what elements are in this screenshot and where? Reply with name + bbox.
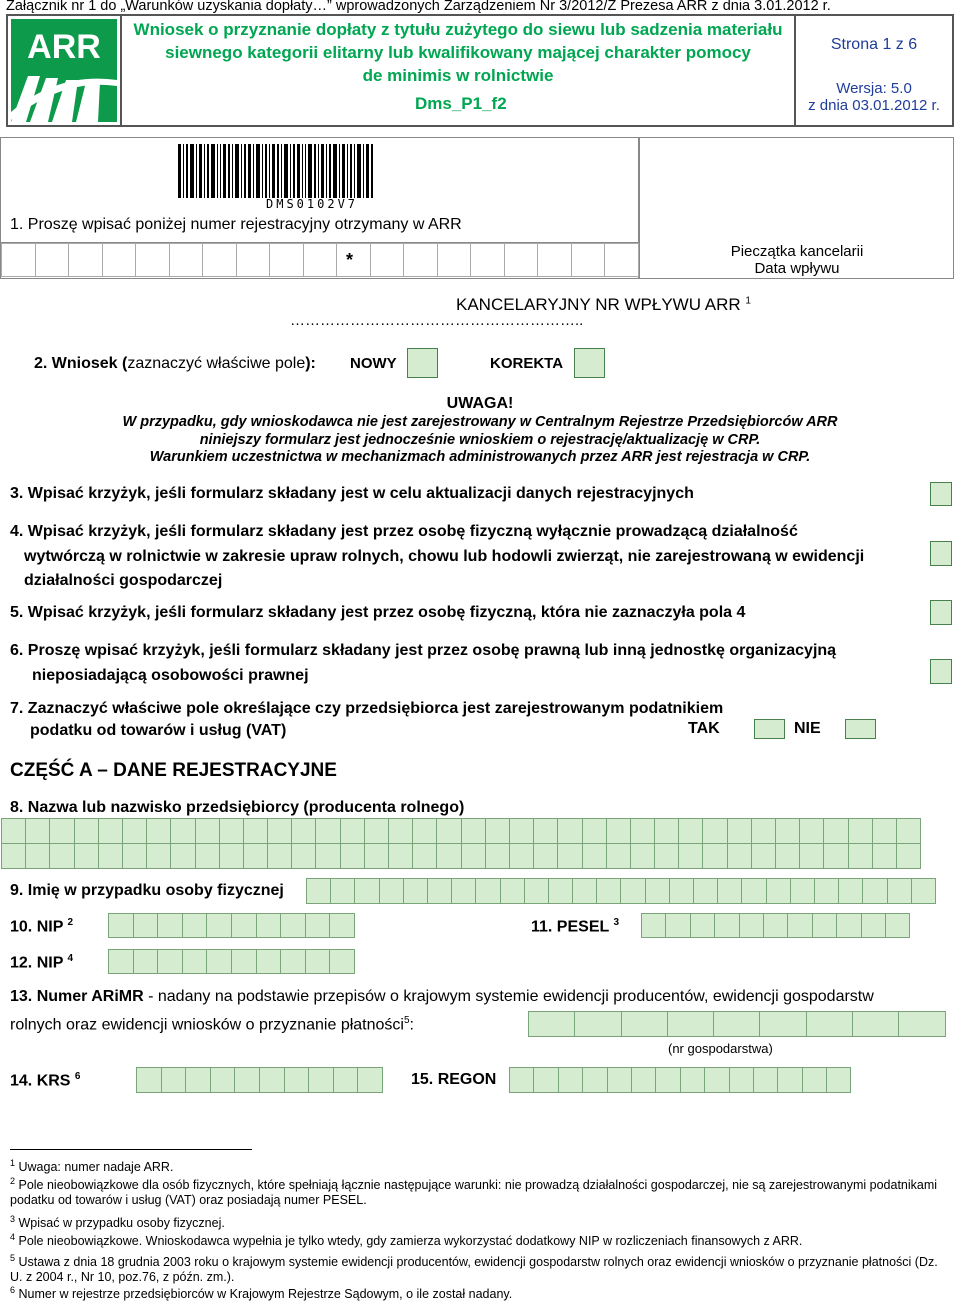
input-cell[interactable] — [806, 1011, 853, 1037]
input-cell[interactable] — [887, 878, 912, 904]
input-cell[interactable] — [315, 843, 340, 869]
input-cell[interactable] — [236, 243, 271, 277]
q6-label: 6. Proszę wpisać krzyżyk, jeśli formularz składany jest przez osobę prawną lub inną jednostkę organizacyjną nieposiadającą osobowości prawnej — [10, 642, 837, 684]
q6-checkbox[interactable] — [930, 659, 952, 684]
name-cells-row1[interactable] — [1, 818, 920, 844]
input-cell[interactable] — [370, 243, 405, 277]
q12-label: 12. NIP $^4$ — [10, 953, 74, 972]
input-cell[interactable] — [231, 913, 257, 938]
input-cell[interactable] — [329, 913, 355, 938]
vat-yes-label: TAK — [688, 720, 720, 737]
warning-title: UWAGA! — [446, 395, 514, 412]
input-cell[interactable] — [775, 818, 800, 844]
version: Wersja: 5.0 — [836, 80, 912, 97]
input-cell[interactable] — [135, 243, 170, 277]
footnote-number: 3 — [10, 1214, 16, 1224]
input-cell[interactable] — [336, 243, 371, 277]
input-cell[interactable] — [267, 818, 292, 844]
input-cell[interactable] — [280, 949, 306, 974]
input-cell[interactable] — [485, 818, 510, 844]
input-cell[interactable] — [305, 913, 331, 938]
input-cell[interactable] — [641, 913, 666, 938]
input-cell[interactable] — [308, 1067, 334, 1093]
input-cell[interactable] — [49, 843, 74, 869]
input-cell[interactable] — [537, 243, 572, 277]
arr-logo — [8, 16, 120, 125]
input-cell[interactable] — [195, 818, 220, 844]
input-cell[interactable] — [305, 949, 331, 974]
input-cell[interactable] — [852, 1011, 899, 1037]
q5-label: 5. Wpisać krzyżyk, jeśli formularz składany jest przez osobę fizyczną, która nie zaznaczyła pola 4 — [10, 604, 746, 621]
input-cell[interactable] — [108, 949, 134, 974]
footnote-1 — [10, 1156, 945, 1175]
input-cell[interactable] — [654, 843, 679, 869]
input-cell[interactable] — [182, 949, 208, 974]
input-cell[interactable] — [739, 913, 764, 938]
input-cell[interactable] — [256, 913, 282, 938]
footnote-number: 1 — [10, 1158, 16, 1168]
input-cell[interactable] — [68, 243, 103, 277]
input-cell[interactable] — [202, 243, 237, 277]
input-cell[interactable] — [25, 843, 50, 869]
input-cell[interactable] — [74, 843, 99, 869]
q15-label: 15. REGON — [411, 1071, 497, 1088]
input-cell[interactable] — [403, 243, 438, 277]
input-cell[interactable] — [572, 878, 597, 904]
input-cell[interactable] — [702, 843, 727, 869]
pesel-cells[interactable] — [641, 913, 909, 938]
input-cell[interactable] — [98, 843, 123, 869]
warning-text: W przypadku, gdy wnioskodawca nie jest zarejestrowany w Centralnym Rejestrze Przedsiębiorców ARR niniejszy formularz jest jednocześnie wnioskiem o rejestrację/aktualizację w CRP. Warunkiem uczestnictwa w mechanizmach administrowanych przez ARR jest rejestracja w CRP. — [122, 414, 838, 465]
footnote-6 — [10, 1283, 945, 1302]
q1-label: 1. Proszę wpisać poniżej numer rejestracyjny otrzymany w ARR — [10, 216, 462, 233]
input-cell[interactable] — [898, 1011, 945, 1037]
input-cell[interactable] — [606, 818, 631, 844]
input-cell[interactable] — [631, 1067, 656, 1093]
q8-label: 8. Nazwa lub nazwisko przedsiębiorcy (producenta rolnego) — [10, 799, 465, 816]
footnote-text: Ustawa z dnia 18 grudnia 2003 roku o krajowym systemie ewidencji producentów, ewidencji gospodarstw rolnych oraz ewidencji wniosków o przyznanie płatności (Dz. U. z 2004 r., Nr 10, poz.76, z późn. zm.). — [10, 1255, 938, 1285]
input-cell[interactable] — [680, 1067, 705, 1093]
input-cell[interactable] — [436, 843, 461, 869]
input-cell[interactable] — [665, 913, 690, 938]
input-cell[interactable] — [630, 818, 655, 844]
regon-cells[interactable] — [509, 1067, 850, 1093]
input-cell[interactable] — [790, 878, 815, 904]
input-cell[interactable] — [161, 1067, 187, 1093]
input-cell[interactable] — [108, 913, 134, 938]
input-cell[interactable] — [74, 818, 99, 844]
q11-label: 11. PESEL $^3$ — [531, 917, 619, 936]
input-cell[interactable] — [678, 818, 703, 844]
input-cell[interactable] — [470, 243, 505, 277]
input-cell[interactable] — [35, 243, 70, 277]
input-cell[interactable] — [799, 843, 824, 869]
input-cell[interactable] — [170, 818, 195, 844]
input-cell[interactable] — [582, 1067, 607, 1093]
input-cell[interactable] — [195, 843, 220, 869]
input-cell[interactable] — [604, 243, 639, 277]
input-cell[interactable] — [669, 878, 694, 904]
input-cell[interactable] — [403, 878, 428, 904]
arimr-number-cells[interactable] — [528, 1011, 945, 1037]
correction-label: KOREKTA — [490, 355, 564, 372]
input-cell[interactable] — [678, 843, 703, 869]
input-cell[interactable] — [388, 843, 413, 869]
input-cell[interactable] — [872, 843, 897, 869]
footnote-text: Uwaga: numer nadaje ARR. — [15, 1160, 174, 1175]
asterisk: * — [346, 250, 354, 270]
input-cell[interactable] — [256, 949, 282, 974]
input-cell[interactable] — [412, 843, 437, 869]
q9-label: 9. Imię w przypadku osoby fizycznej — [10, 882, 284, 899]
input-cell[interactable] — [306, 878, 331, 904]
input-cell[interactable] — [98, 818, 123, 844]
input-cell[interactable] — [872, 818, 897, 844]
input-cell[interactable] — [379, 878, 404, 904]
input-cell[interactable] — [557, 818, 582, 844]
input-cell[interactable] — [596, 878, 621, 904]
input-cell[interactable] — [437, 243, 472, 277]
input-cell[interactable] — [284, 1067, 310, 1093]
input-cell[interactable] — [814, 878, 839, 904]
input-cell[interactable] — [548, 878, 573, 904]
input-cell[interactable] — [753, 1067, 778, 1093]
nip-cells[interactable] — [108, 913, 354, 938]
input-cell[interactable] — [729, 1067, 754, 1093]
input-cell[interactable] — [714, 913, 739, 938]
input-cell[interactable] — [557, 843, 582, 869]
input-cell[interactable] — [169, 243, 204, 277]
input-cell[interactable] — [620, 878, 645, 904]
input-cell[interactable] — [340, 843, 365, 869]
input-cell[interactable] — [763, 913, 788, 938]
input-cell[interactable] — [702, 818, 727, 844]
footnote-text: Pole nieobowiązkowe dla osób fizycznych, które spełniają łącznie następujące warunki: nie prowadzą działalności gospodarczej, nie są zarejestrowanymi podatnikami podatku od towarów i usług (VAT) oraz posiadają numer PESEL. — [10, 1178, 938, 1208]
input-cell[interactable] — [157, 913, 183, 938]
vat-yes-checkbox[interactable] — [754, 719, 785, 739]
q14-label: 14. KRS $^6$ — [10, 1071, 81, 1090]
section-a-heading: CZĘŚĆ A – DANE REJESTRACYJNE — [10, 760, 337, 781]
input-cell[interactable] — [49, 818, 74, 844]
footnote-number: 5 — [10, 1253, 16, 1263]
input-cell[interactable] — [231, 949, 257, 974]
input-cell[interactable] — [751, 843, 776, 869]
input-cell[interactable] — [823, 843, 848, 869]
input-cell[interactable] — [606, 843, 631, 869]
input-cell[interactable] — [704, 1067, 729, 1093]
input-cell[interactable] — [509, 818, 534, 844]
input-cell[interactable] — [243, 843, 268, 869]
input-cell[interactable] — [823, 818, 848, 844]
input-cell[interactable] — [122, 843, 147, 869]
input-cell[interactable] — [102, 243, 137, 277]
arimr-caption: (nr gospodarstwa) — [668, 1041, 773, 1056]
input-cell[interactable] — [234, 1067, 260, 1093]
input-cell[interactable] — [582, 843, 607, 869]
input-cell[interactable] — [210, 1067, 236, 1093]
correction-checkbox[interactable] — [574, 348, 605, 378]
input-cell[interactable] — [836, 913, 861, 938]
name-cells-row2[interactable] — [1, 843, 920, 869]
input-cell[interactable] — [862, 878, 887, 904]
footnote-3 — [10, 1212, 945, 1231]
q13-label-line2: rolnych oraz ewidencji wniosków o przyznanie płatności$^5$: — [10, 1015, 414, 1034]
input-cell[interactable] — [427, 878, 452, 904]
form-title: Wniosek o przyznanie dopłaty z tytułu zużytego do siewu lub sadzenia materiału siewnego kategorii elitarny lub kwalifikowany mającej charakter pomocy de minimis w rolnictwie — [133, 20, 783, 85]
input-cell[interactable] — [802, 1067, 827, 1093]
input-cell[interactable] — [799, 818, 824, 844]
footnote-number: 2 — [10, 1176, 16, 1186]
input-cell[interactable] — [655, 1067, 680, 1093]
input-cell[interactable] — [812, 913, 837, 938]
input-cell[interactable] — [741, 878, 766, 904]
version-date: z dnia 03.01.2012 r. — [808, 97, 940, 114]
input-cell[interactable] — [717, 878, 742, 904]
input-cell[interactable] — [727, 818, 752, 844]
incoming-number-dots: ………………………………………………….. — [290, 312, 584, 329]
page-number: Strona 1 z 6 — [830, 36, 918, 53]
input-cell[interactable] — [340, 818, 365, 844]
incoming-number-label: KANCELARYJNY NR WPŁYWU ARR $^1$ — [456, 295, 751, 314]
q3-checkbox[interactable] — [930, 482, 952, 506]
q5-checkbox[interactable] — [930, 600, 952, 625]
input-cell[interactable] — [330, 878, 355, 904]
q13-label: 13. Numer ARiMR - nadany na podstawie przepisów o krajowym systemie ewidencji producentów, ewidencji gospodarstw — [10, 988, 874, 1005]
input-cell[interactable] — [329, 949, 355, 974]
footnote-text: Pole nieobowiązkowe. Wnioskodawca wypełnia je tylko wtedy, gdy zamierza wykorzystać dodatkowy NIP w rozliczeniach finansowych z ARR. — [15, 1234, 803, 1249]
input-cell[interactable] — [500, 878, 525, 904]
input-cell[interactable] — [838, 878, 863, 904]
barcode-text: DMS0102V7 — [266, 197, 359, 211]
input-cell[interactable] — [524, 878, 549, 904]
input-cell[interactable] — [630, 843, 655, 869]
input-cell[interactable] — [436, 818, 461, 844]
input-cell[interactable] — [280, 913, 306, 938]
input-cell[interactable] — [667, 1011, 714, 1037]
footnote-5 — [10, 1251, 945, 1285]
input-cell[interactable] — [259, 1067, 285, 1093]
input-cell[interactable] — [911, 878, 936, 904]
input-cell[interactable] — [861, 913, 886, 938]
footnote-4 — [10, 1230, 945, 1249]
input-cell[interactable] — [25, 818, 50, 844]
input-cell[interactable] — [243, 818, 268, 844]
input-cell[interactable] — [291, 843, 316, 869]
vat-no-checkbox[interactable] — [845, 719, 876, 739]
input-cell[interactable] — [122, 818, 147, 844]
input-cell[interactable] — [607, 1067, 632, 1093]
input-cell[interactable] — [291, 818, 316, 844]
q3-label: 3. Wpisać krzyżyk, jeśli formularz składany jest w celu aktualizacji danych rejestracyjnych — [10, 485, 694, 502]
input-cell[interactable] — [182, 913, 208, 938]
input-cell[interactable] — [364, 818, 389, 844]
input-cell[interactable] — [461, 843, 486, 869]
q4-label: 4. Wpisać krzyżyk, jeśli formularz składany jest przez osobę fizyczną wyłącznie prowadzącą działalność wytwórczą w rolnictwie w zakresie upraw rolnych, chowu lub hodowli zwierząt, nie zarejestrowaną w ewidencji działalności gospodarczej — [10, 523, 865, 589]
input-cell[interactable] — [727, 843, 752, 869]
q10-label: 10. NIP $^2$ — [10, 917, 74, 936]
vat-no-label: NIE — [794, 720, 821, 737]
input-cell[interactable] — [848, 843, 873, 869]
footnote-2 — [10, 1174, 945, 1208]
input-cell[interactable] — [654, 818, 679, 844]
input-cell[interactable] — [333, 1067, 359, 1093]
input-cell[interactable] — [157, 949, 183, 974]
input-cell[interactable] — [219, 843, 244, 869]
q2-label: 2. Wniosek (zaznaczyć właściwe pole): — [34, 355, 316, 372]
first-name-cells[interactable] — [306, 878, 935, 904]
form-code: Dms_P1_f2 — [415, 94, 507, 113]
input-cell[interactable] — [645, 878, 670, 904]
input-cell[interactable] — [621, 1011, 668, 1037]
attachment-line: Załącznik nr 1 do „Warunków uzyskania dopłaty…” wprowadzonych Zarządzeniem Nr 3/2012/Z Prezesa ARR z dnia 3.01.2012 r. — [6, 0, 831, 14]
input-cell[interactable] — [896, 818, 921, 844]
input-cell[interactable] — [133, 949, 159, 974]
input-cell[interactable] — [461, 818, 486, 844]
input-cell[interactable] — [303, 243, 338, 277]
new-checkbox[interactable] — [407, 348, 438, 378]
input-cell[interactable] — [1, 243, 36, 277]
input-cell[interactable] — [826, 1067, 851, 1093]
footnote-text: Wpisać w przypadku osoby fizycznej. — [15, 1216, 225, 1231]
logo-box — [6, 14, 122, 127]
input-cell[interactable] — [146, 843, 171, 869]
input-cell[interactable] — [528, 1011, 575, 1037]
footnote-number: 4 — [10, 1232, 16, 1242]
input-cell[interactable] — [364, 843, 389, 869]
additional-nip-cells[interactable] — [108, 949, 354, 974]
input-cell[interactable] — [485, 843, 510, 869]
input-cell[interactable] — [787, 913, 812, 938]
input-cell[interactable] — [509, 1067, 534, 1093]
q7-label: 7. Zaznaczyć właściwe pole określające czy przedsiębiorca jest zarejestrowanym podatnikiem podatku od towarów i usług (VAT) — [10, 700, 724, 739]
footnote-text: Numer w rejestrze przedsiębiorców w Krajowym Rejestrze Sądowym, o ile został nadany. — [15, 1287, 513, 1302]
footnote-number: 6 — [10, 1285, 16, 1295]
input-cell[interactable] — [533, 1067, 558, 1093]
input-cell[interactable] — [170, 843, 195, 869]
input-cell[interactable] — [571, 243, 606, 277]
q4-checkbox[interactable] — [930, 541, 952, 566]
input-cell[interactable] — [146, 818, 171, 844]
input-cell[interactable] — [412, 818, 437, 844]
svg-text:ARR: ARR — [27, 28, 101, 66]
input-cell[interactable] — [848, 818, 873, 844]
input-cell[interactable] — [751, 818, 776, 844]
input-cell[interactable] — [388, 818, 413, 844]
footnote-separator — [10, 1149, 252, 1150]
input-cell[interactable] — [713, 1011, 760, 1037]
input-cell[interactable] — [185, 1067, 211, 1093]
krs-cells[interactable] — [136, 1067, 382, 1093]
input-cell[interactable] — [759, 1011, 806, 1037]
input-cell[interactable] — [357, 1067, 383, 1093]
input-cell[interactable] — [1, 818, 26, 844]
input-cell[interactable] — [690, 913, 715, 938]
input-cell[interactable] — [896, 843, 921, 869]
input-cell[interactable] — [451, 878, 476, 904]
input-cell[interactable] — [136, 1067, 162, 1093]
input-cell[interactable] — [885, 913, 910, 938]
input-cell[interactable] — [1, 843, 26, 869]
input-cell[interactable] — [206, 949, 232, 974]
input-cell[interactable] — [766, 878, 791, 904]
input-cell[interactable] — [582, 818, 607, 844]
input-cell[interactable] — [267, 843, 292, 869]
input-cell[interactable] — [509, 843, 534, 869]
input-cell[interactable] — [558, 1067, 583, 1093]
input-cell[interactable] — [775, 843, 800, 869]
input-cell[interactable] — [533, 818, 558, 844]
input-cell[interactable] — [475, 878, 500, 904]
new-label: NOWY — [350, 355, 397, 372]
input-cell[interactable] — [206, 913, 232, 938]
input-cell[interactable] — [533, 843, 558, 869]
input-cell[interactable] — [354, 878, 379, 904]
input-cell[interactable] — [315, 818, 340, 844]
barcode — [178, 144, 374, 200]
stamp-label: Pieczątka kancelarii Data wpływu — [730, 243, 864, 277]
input-cell[interactable] — [504, 243, 539, 277]
input-cell[interactable] — [269, 243, 304, 277]
input-cell[interactable] — [574, 1011, 621, 1037]
input-cell[interactable] — [693, 878, 718, 904]
input-cell[interactable] — [777, 1067, 802, 1093]
input-cell[interactable] — [219, 818, 244, 844]
input-cell[interactable] — [133, 913, 159, 938]
registration-number-cells — [1, 243, 638, 277]
